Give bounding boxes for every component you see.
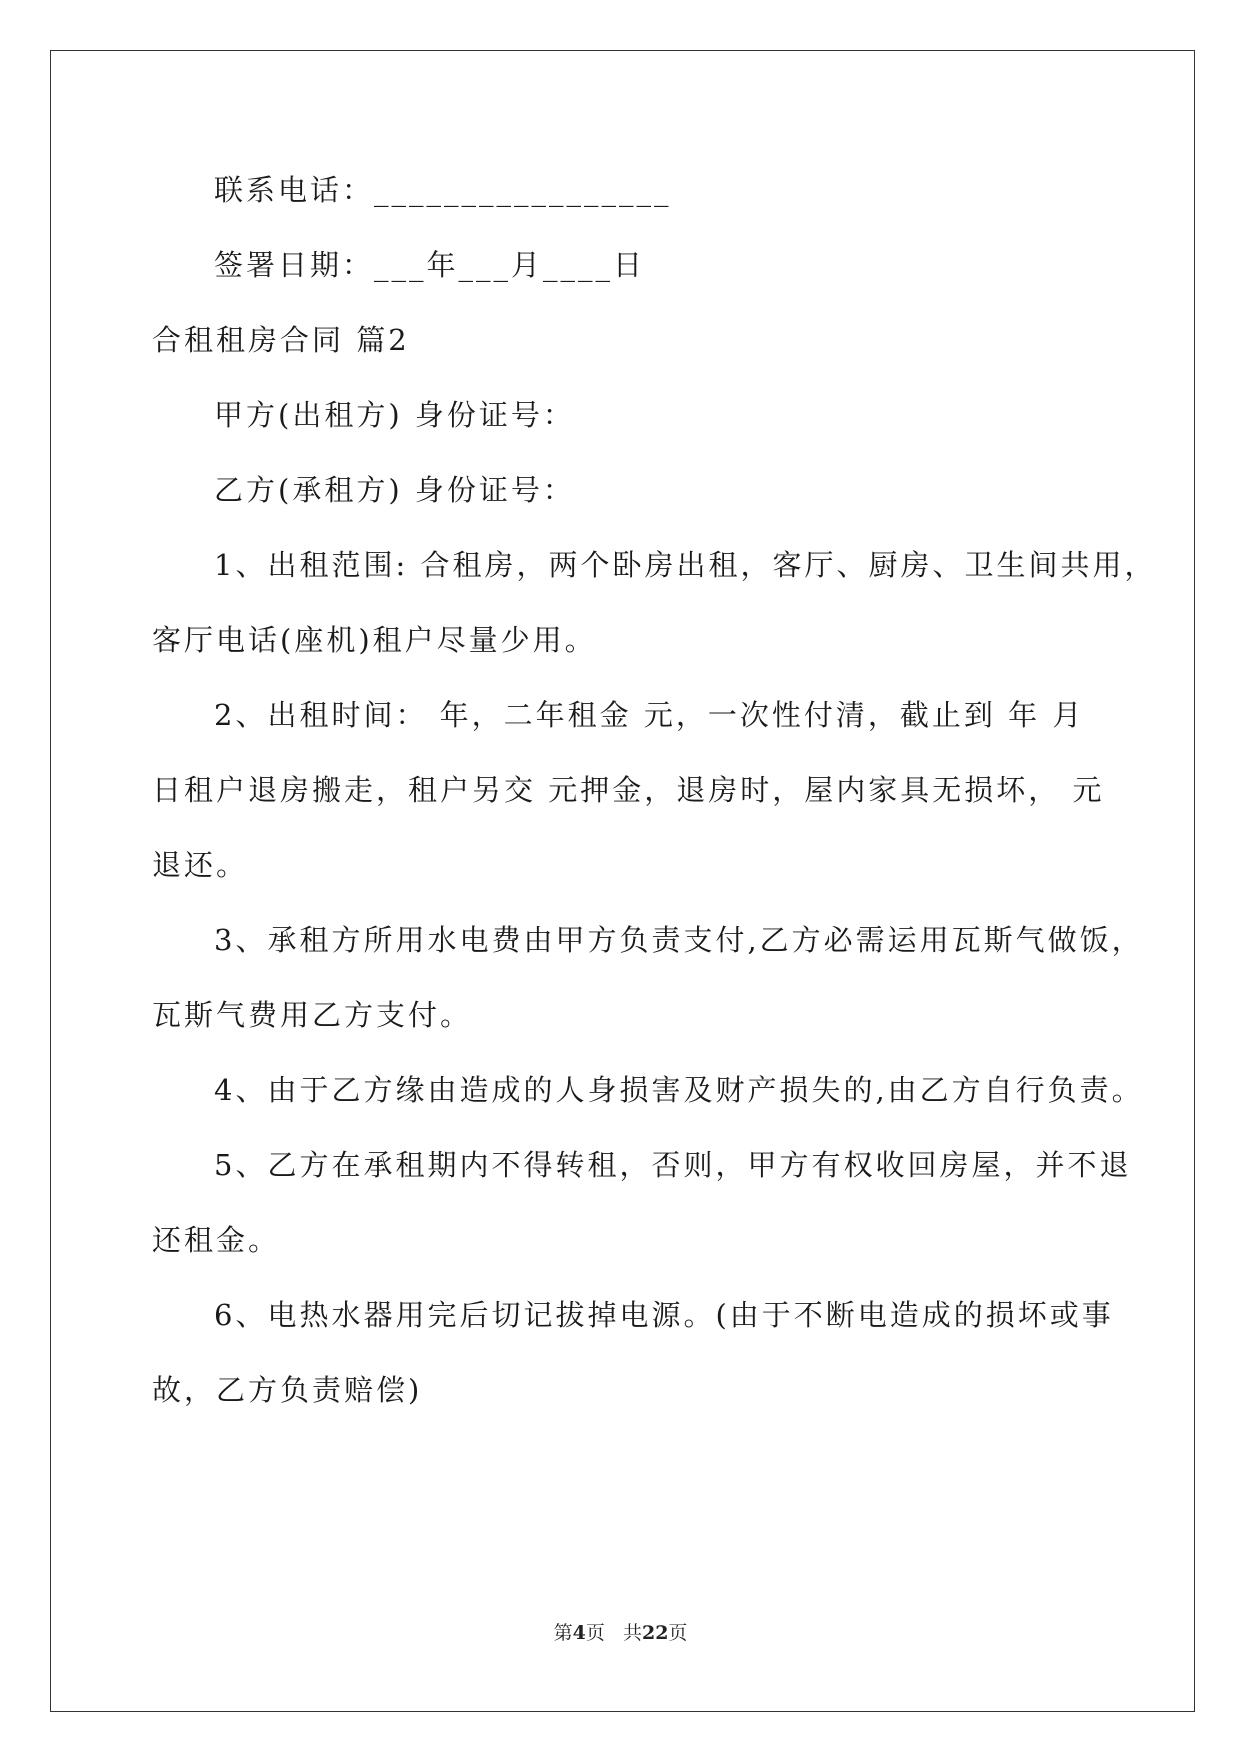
current-page-number: 4 [572, 1622, 586, 1644]
footer-page-word: 页 [585, 1622, 605, 1644]
clause-5-line-2: 还租金。 [152, 1223, 281, 1257]
page-footer [0, 1618, 1241, 1645]
clause-3-line-1: 3、承租方所用水电费由甲方负责支付,乙方必需运用瓦斯气做饭， [214, 923, 1144, 957]
clause-6-line-1: 6、电热水器用完后切记拔掉电源。(由于不断电造成的损坏或事 [214, 1298, 1114, 1332]
party-b-line: 乙方(承租方) 身份证号： [214, 473, 575, 507]
clause-1-line-2: 客厅电话(座机)租户尽量少用。 [152, 623, 597, 657]
footer-total-prefix: 共 [622, 1622, 642, 1644]
contact-phone-line: 联系电话：_________________ [214, 173, 672, 207]
total-pages-number: 22 [641, 1622, 669, 1644]
clause-1-line-1: 1、出租范围: 合租房，两个卧房出租，客厅、厨房、卫生间共用， [214, 548, 1157, 582]
clause-5-line-1: 5、乙方在承租期内不得转租，否则，甲方有权收回房屋，并不退 [214, 1148, 1132, 1182]
clause-6-line-2: 故，乙方负责赔偿) [152, 1373, 423, 1407]
footer-prefix: 第 [553, 1622, 573, 1644]
clause-3-line-2: 瓦斯气费用乙方支付。 [152, 998, 473, 1032]
footer-total-suffix: 页 [668, 1622, 688, 1644]
clause-2-line-1: 2、出租时间： 年，二年租金 元，一次性付清，截止到 年 月 [214, 698, 1085, 732]
clause-4-line-1: 4、由于乙方缘由造成的人身损害及财产损失的,由乙方自行负责。 [214, 1073, 1144, 1107]
clause-2-line-3: 退还。 [152, 848, 249, 882]
sign-date-line: 签署日期：___年___月____日 [214, 248, 646, 282]
section-heading: 合租租房合同 篇2 [152, 323, 410, 357]
clause-2-line-2: 日租户退房搬走，租户另交 元押金，退房时，屋内家具无损坏， 元 [152, 773, 1105, 807]
party-a-line: 甲方(出租方) 身份证号： [214, 398, 575, 432]
